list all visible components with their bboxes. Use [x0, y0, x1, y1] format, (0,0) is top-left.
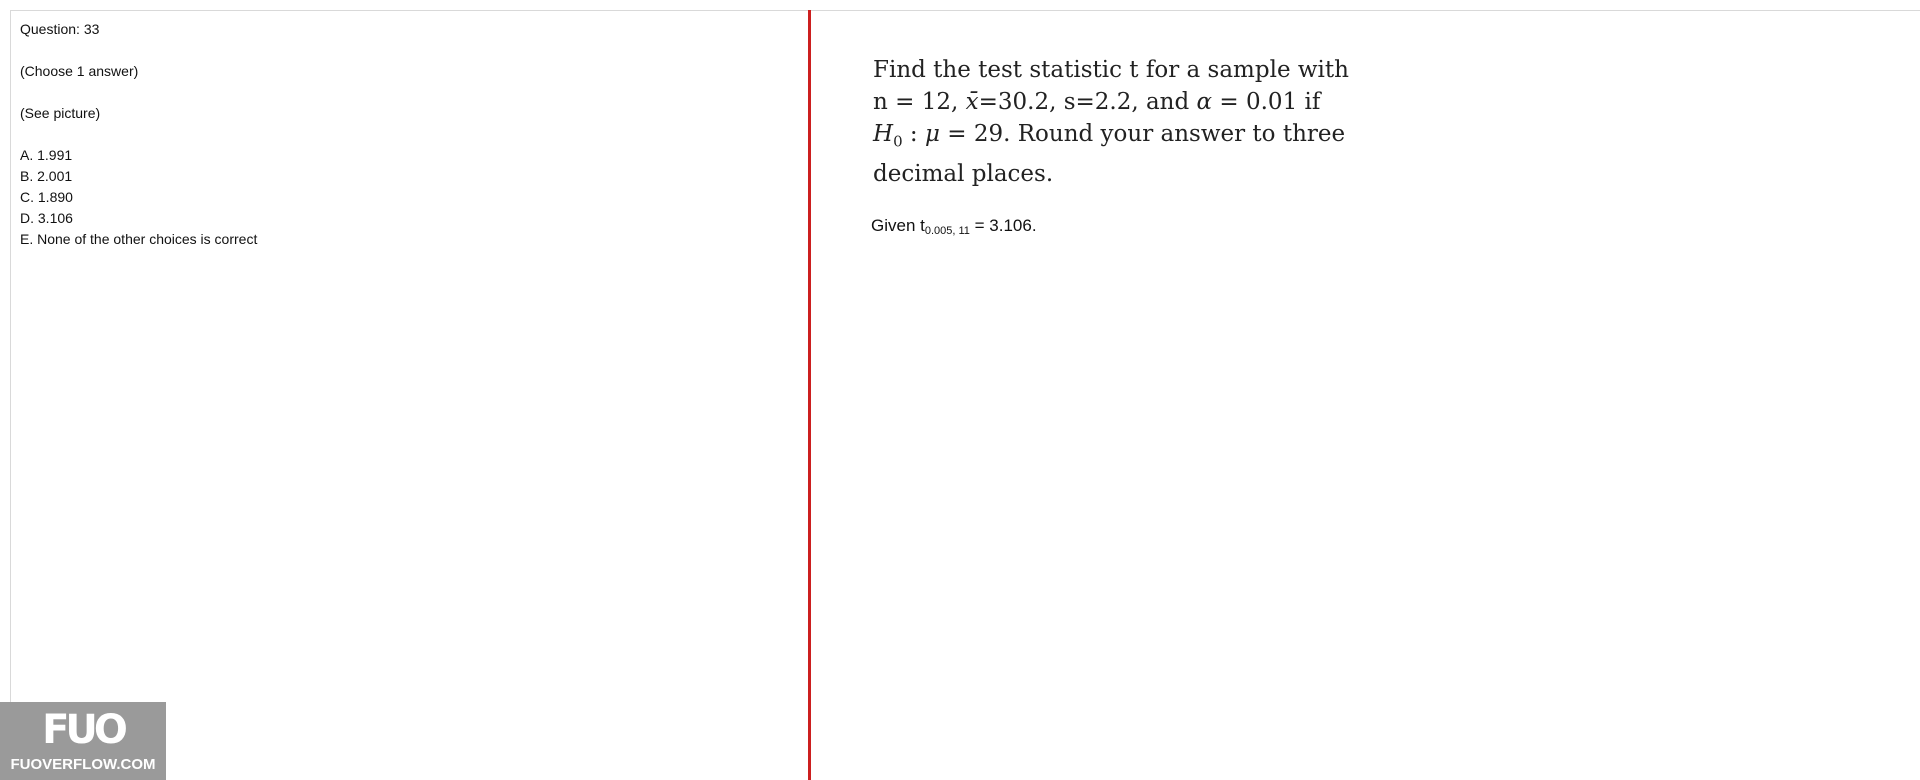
picture-line-1: Find the test statistic t for a sample with	[873, 57, 1349, 83]
picture-h-sub: 0	[893, 132, 903, 151]
given-statement	[871, 216, 1037, 237]
picture-h: H	[873, 121, 894, 147]
picture-line-3	[873, 118, 1346, 158]
given-subscript: 0.005, 11	[924, 225, 970, 237]
pane-divider[interactable]	[808, 10, 811, 780]
option-a[interactable]: A. 1.991	[20, 147, 73, 163]
picture-xbar: x̄	[965, 89, 979, 115]
question-picture	[873, 54, 1349, 190]
question-panel	[10, 11, 808, 780]
picture-colon: :	[902, 121, 925, 147]
option-b[interactable]: B. 2.001	[20, 168, 73, 184]
picture-mu: μ	[924, 121, 940, 147]
given-prefix: Given t	[871, 216, 925, 235]
picture-panel	[812, 11, 1920, 780]
picture-line-4: decimal places.	[873, 160, 1054, 187]
question-reference: (See picture)	[20, 105, 101, 121]
picture-line-3-rest: = 29. Round your answer to three	[939, 121, 1346, 147]
picture-alpha: α	[1196, 89, 1213, 115]
given-value: = 3.106.	[969, 216, 1037, 235]
option-e[interactable]: E. None of the other choices is correct	[20, 231, 258, 247]
fuo-logo-icon: FUO	[42, 707, 124, 753]
picture-line-2	[873, 86, 1343, 118]
option-d[interactable]: D. 3.106	[20, 210, 73, 226]
picture-xbar-rest: =30.2, s=2.2, and	[978, 89, 1197, 115]
option-c[interactable]: C. 1.890	[20, 189, 73, 205]
watermark-site: FUOVERFLOW.COM	[10, 756, 156, 773]
picture-n: n = 12,	[873, 89, 966, 115]
question-number: Question: 33	[20, 21, 100, 37]
question-instruction: (Choose 1 answer)	[20, 63, 139, 79]
fuoverflow-watermark	[0, 702, 166, 780]
picture-alpha-rest: = 0.01 if	[1212, 89, 1321, 115]
